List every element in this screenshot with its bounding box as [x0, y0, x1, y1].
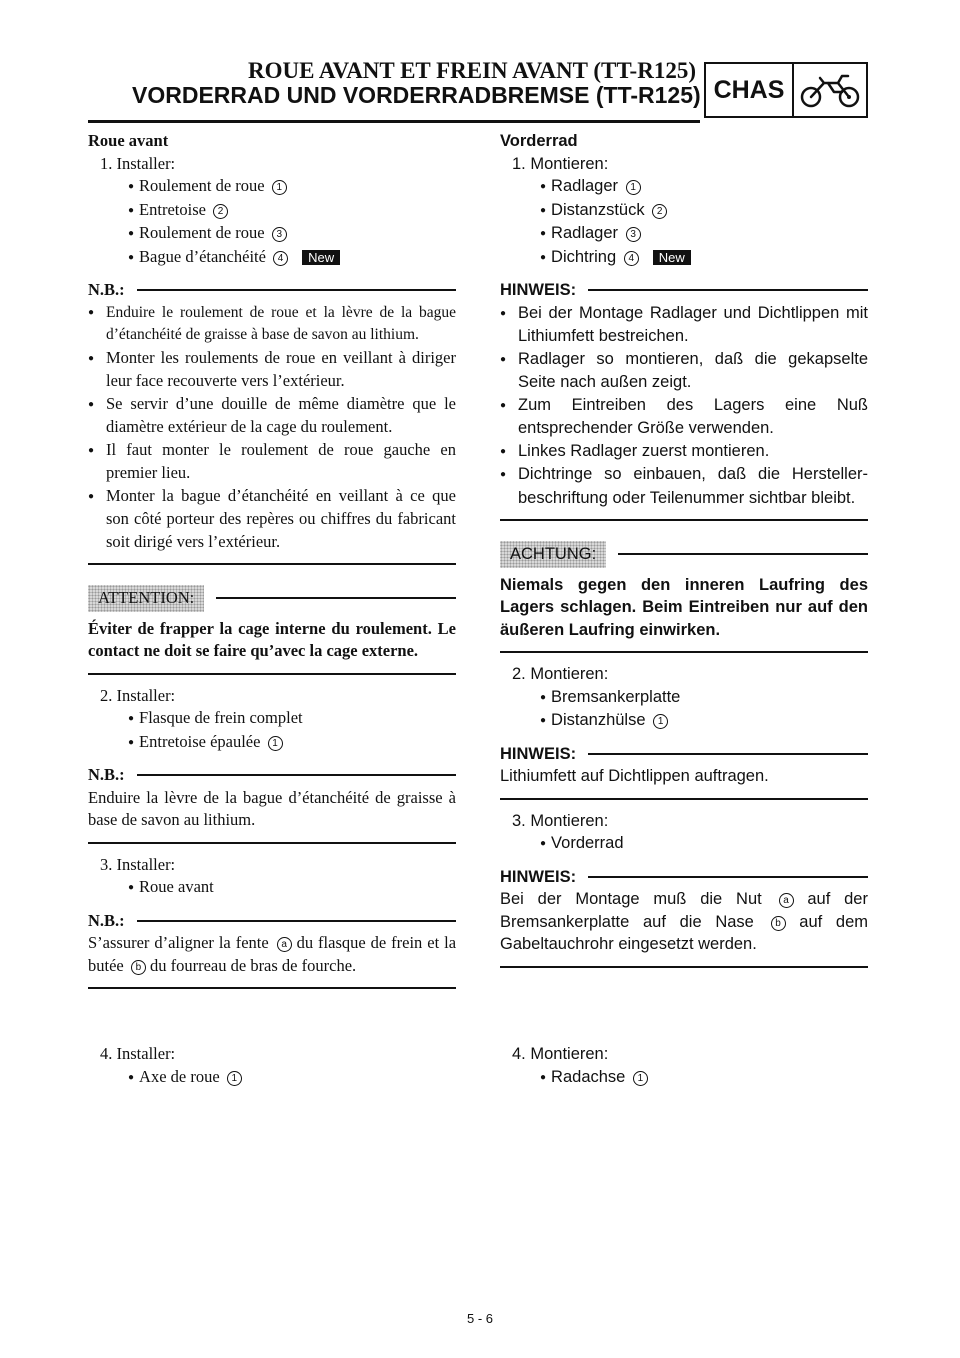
left-step-4: [88, 1043, 456, 1089]
note-text: Bei der Montage muß die Nut a auf der Bremsankerplatte auf die Nase b auf dem Gabeltauchrohr eingesetzt werden.: [500, 890, 868, 953]
list-item: ● Flasque de frein complet: [88, 707, 456, 731]
callout-b: b: [771, 916, 786, 931]
list-item: ● Distanzhülse 1: [500, 709, 868, 733]
page-number: 5 - 6: [466, 1311, 493, 1326]
note-text: Lithiumfett auf Dichtlippen auftragen.: [500, 767, 769, 785]
attention-text: Éviter de frapper la cage interne du roulement. Le contact ne doit se faire qu’avec la cage externe.: [88, 618, 456, 660]
motorcycle-icon: [794, 64, 866, 116]
attention-header: ATTENTION:: [88, 585, 456, 612]
new-badge: New: [302, 250, 340, 265]
note-item: ● Dichtringe so einbauen, daß die Hersteller-beschriftung oder Teilenummer sichtbar bleibt.: [500, 463, 868, 509]
callout-1: 1: [626, 180, 641, 195]
callout-3: 3: [272, 227, 287, 242]
divider: [500, 651, 868, 653]
new-badge: New: [653, 250, 691, 265]
note-header: HINWEIS:: [500, 279, 868, 302]
list-item: ● Radlager 3: [500, 222, 868, 246]
divider: [500, 966, 868, 968]
list-item: ● Roulement de roue 1: [88, 175, 456, 199]
divider: [88, 673, 456, 675]
note-item: ● Il faut monter le roulement de roue gauche en premier lieu.: [88, 439, 456, 485]
attention-text: Niemals gegen den inneren Laufring des Lagers schlagen. Beim Eintreiben nur auf den äußeren Laufring einwirken.: [500, 575, 868, 639]
header-rule: [88, 120, 700, 123]
list-item: ● Entretoise 2: [88, 199, 456, 223]
callout-1: 1: [268, 736, 283, 751]
list-item: ● Distanzstück 2: [500, 199, 868, 223]
section-code: CHAS: [706, 64, 794, 116]
list-item: ● Radlager 1: [500, 175, 868, 199]
callout-4: 4: [624, 251, 639, 266]
note-text: S’assurer d’aligner la fente a du flasque de frein et la butée b du fourreau de bras de fourche.: [88, 933, 457, 975]
divider: [500, 519, 868, 521]
step-4: 4. Installer:: [100, 1044, 176, 1063]
step-2: 2. Montieren:: [512, 665, 609, 683]
callout-a: a: [779, 893, 794, 908]
left-column: [88, 130, 456, 989]
note-item: ● Bei der Montage Radlager und Dichtlippen mit Lithiumfett bestreichen.: [500, 302, 868, 348]
divider: [88, 563, 456, 565]
list-item: ● Axe de roue 1: [88, 1066, 456, 1090]
section-badge: [704, 62, 868, 118]
section-title: Roue avant: [88, 131, 169, 150]
list-item: ● Dichtring 4 New: [500, 246, 868, 270]
step-4: 4. Montieren:: [512, 1045, 609, 1063]
note-item: ● Zum Eintreiben des Lagers eine Nuß entsprechender Größe verwenden.: [500, 394, 868, 440]
step-3: 3. Installer:: [100, 854, 176, 874]
callout-1: 1: [227, 1071, 242, 1086]
divider: [88, 842, 456, 844]
note-item: ● Se servir d’une douille de même diamètre que le diamètre extérieur de la cage du roulement.: [88, 393, 456, 439]
section-title: Vorderrad: [500, 132, 578, 150]
note-header: HINWEIS:: [500, 866, 868, 889]
note-header: N.B.:: [88, 279, 456, 302]
note-item: ● Radlager so montieren, daß die gekapselte Seite nach außen zeigt.: [500, 348, 868, 394]
list-item: ● Vorderrad: [500, 832, 868, 856]
title-german: VORDERRAD UND VORDERRADBREMSE (TT-R125): [132, 82, 701, 108]
list-item: ● Bremsankerplatte: [500, 686, 868, 710]
callout-b: b: [131, 960, 146, 975]
callout-3: 3: [626, 227, 641, 242]
note-header: HINWEIS:: [500, 743, 868, 766]
divider: [500, 798, 868, 800]
step-1: 1. Montieren:: [512, 154, 609, 173]
note-item: ● Monter la bague d’étanchéité en veillant à ce que son côté porteur des repères ou chiffres du fabricant soit dirigé vers l’extérieur.: [88, 485, 456, 554]
callout-1: 1: [272, 180, 287, 195]
step-1: 1. Installer:: [100, 153, 176, 173]
title-french: ROUE AVANT ET FREIN AVANT (TT-R125): [247, 58, 696, 83]
right-column: [500, 130, 868, 968]
list-item: ● Radachse 1: [500, 1066, 868, 1090]
right-step-4: [500, 1043, 868, 1089]
callout-1: 1: [633, 1071, 648, 1086]
note-item: ● Enduire le roulement de roue et la lèvre de la bague d’étanchéité de graisse à base de savon au lithium.: [88, 302, 456, 347]
list-item: ● Bague d’étanchéité 4 New: [88, 246, 456, 270]
list-item: ● Roulement de roue 3: [88, 222, 456, 246]
note-header: N.B.:: [88, 910, 456, 933]
list-item: ● Entretoise épaulée 1: [88, 731, 456, 755]
step-3: 3. Montieren:: [512, 811, 609, 830]
callout-4: 4: [273, 251, 288, 266]
list-item: ● Roue avant: [88, 876, 456, 900]
callout-2: 2: [213, 204, 228, 219]
note-header: N.B.:: [88, 764, 456, 787]
callout-a: a: [277, 937, 292, 952]
callout-2: 2: [652, 204, 667, 219]
note-item: ● Linkes Radlager zuerst montieren.: [500, 440, 868, 464]
callout-1: 1: [653, 714, 668, 729]
divider: [88, 987, 456, 989]
note-item: ● Monter les roulements de roue en veillant à diriger leur face recouverte vers l’extérieur.: [88, 347, 456, 393]
note-text: Enduire la lèvre de la bague d’étanchéité de graisse à base de savon au lithium.: [88, 787, 456, 829]
step-2: 2. Installer:: [100, 685, 176, 705]
attention-header: ACHTUNG:: [500, 541, 868, 568]
